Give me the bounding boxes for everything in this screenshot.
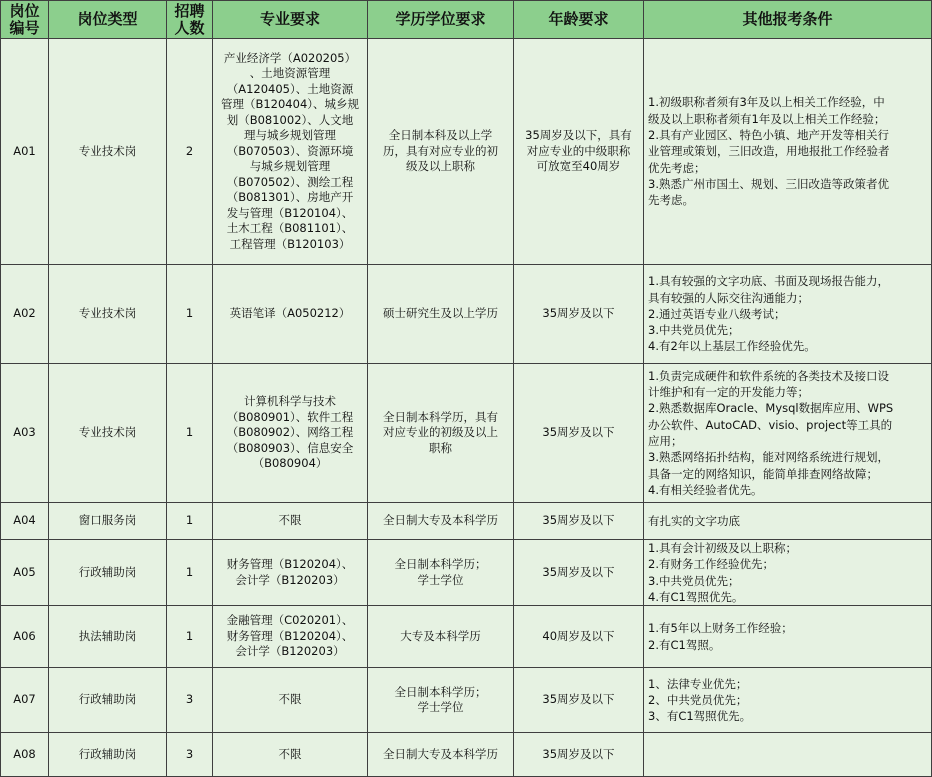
cell-major	[213, 540, 368, 606]
cell-other	[644, 606, 932, 668]
cell-code: A04	[1, 503, 49, 540]
major-line: 英语笔译（A050212）	[229, 306, 351, 321]
cell-degree	[368, 39, 514, 265]
header-type: 岗位类型	[49, 1, 167, 39]
degree-line: 全日制本科及以上学	[388, 128, 493, 143]
major-line: 管理（B120404）、城乡规	[220, 97, 360, 112]
major-line: 计算机科学与技术	[244, 394, 336, 409]
degree-line: 历，具有对应专业的初	[383, 143, 498, 158]
cell-count: 1	[167, 606, 213, 668]
major-line: 金融管理（C020201）、	[226, 613, 354, 628]
cell-degree	[368, 668, 514, 733]
cell-count: 2	[167, 39, 213, 265]
cell-major	[213, 364, 368, 503]
degree-line: 全日制本科学历；	[394, 557, 487, 572]
cell-other	[644, 540, 932, 606]
header-degree: 学历学位要求	[368, 1, 514, 39]
age-line: 对应专业的中级职称	[526, 143, 631, 158]
cell-age	[514, 540, 644, 606]
other-line: 1.有5年以上财务工作经验；	[648, 621, 793, 636]
other-line: 具备一定的网络知识，能简单排查网络故障；	[648, 466, 878, 481]
cell-count: 1	[167, 540, 213, 606]
cell-code: A07	[1, 668, 49, 733]
header-major: 专业要求	[213, 1, 368, 39]
other-line: 2.具有产业园区、特色小镇、地产开发等相关行	[648, 128, 889, 143]
cell-type: 专业技术岗	[49, 364, 167, 503]
table-row	[1, 606, 932, 668]
degree-line: 职称	[429, 440, 452, 455]
cell-other	[644, 733, 932, 777]
degree-line: 全日制大专及本科学历	[383, 513, 498, 528]
other-line: 2.通过英语专业八级考试；	[648, 306, 786, 321]
other-line: 2.有财务工作经验优先；	[648, 557, 774, 572]
other-line: 1.具有会计初级及以上职称；	[648, 541, 797, 555]
other-line: 2.熟悉数据库Oracle、Mysql数据库应用、WPS	[648, 401, 894, 416]
other-line: 办公软件、AutoCAD、visio、project等工具的	[648, 417, 893, 432]
cell-age	[514, 39, 644, 265]
degree-line: 对应专业的初级及以上	[383, 425, 498, 440]
major-line: （B080903）、信息安全	[226, 440, 354, 455]
cell-degree	[368, 606, 514, 668]
cell-type: 窗口服务岗	[49, 503, 167, 540]
major-line: 不限	[278, 692, 302, 707]
cell-code: A02	[1, 265, 49, 364]
age-line: 可放宽至40周岁	[536, 159, 621, 174]
other-line: 4.有相关经验者优先。	[648, 482, 763, 497]
header-code: 岗位 编号	[1, 1, 49, 39]
cell-other	[644, 39, 932, 265]
age-line: 35周岁及以下	[542, 513, 615, 528]
major-line: 发与管理（B120104）、	[226, 205, 354, 220]
cell-degree	[368, 364, 514, 503]
degree-line: 大专及本科学历	[400, 628, 481, 643]
cell-other	[644, 265, 932, 364]
cell-type: 执法辅助岗	[49, 606, 167, 668]
degree-line: 全日制大专及本科学历	[383, 746, 498, 761]
cell-type: 行政辅助岗	[49, 668, 167, 733]
other-line: 先考虑。	[648, 193, 694, 208]
table-row	[1, 364, 932, 503]
cell-degree	[368, 540, 514, 606]
other-line: 级及以上职称者须有1年及以上相关工作经验；	[648, 111, 886, 126]
cell-major	[213, 606, 368, 668]
other-line: 应用；	[648, 434, 683, 448]
major-line: （B070502）、测绘工程	[226, 174, 354, 189]
cell-age	[514, 364, 644, 503]
cell-count: 1	[167, 364, 213, 503]
cell-type: 专业技术岗	[49, 39, 167, 265]
cell-age	[514, 733, 644, 777]
header-count: 招聘 人数	[167, 1, 213, 39]
other-line: 2.有C1驾照。	[648, 637, 721, 652]
other-line: 计维护和有一定的开发能力等；	[648, 385, 809, 400]
table-row	[1, 668, 932, 733]
cell-other	[644, 364, 932, 503]
header-other: 其他报考条件	[644, 1, 932, 39]
other-line: 1.具有较强的文字功底、书面及现场报告能力，	[648, 274, 889, 289]
cell-code: A01	[1, 39, 49, 265]
major-line: 工程管理（B120103）	[229, 236, 351, 251]
cell-major	[213, 503, 368, 540]
other-line: 具有较强的人际交往沟通能力；	[648, 290, 809, 305]
degree-line: 全日制本科学历，具有	[383, 409, 498, 424]
age-line: 35周岁及以下，具有	[525, 128, 632, 143]
age-line: 35周岁及以下	[542, 564, 615, 579]
degree-line: 全日制本科学历；	[394, 684, 487, 699]
cell-count: 3	[167, 668, 213, 733]
cell-other	[644, 503, 932, 540]
degree-line: 级及以上职称	[406, 159, 475, 174]
other-line: 4.有2年以上基层工作经验优先。	[648, 339, 816, 354]
cell-code: A06	[1, 606, 49, 668]
cell-age	[514, 503, 644, 540]
other-line: 1.负责完成硬件和软件系统的各类技术及接口设	[648, 368, 889, 383]
table-row	[1, 540, 932, 606]
table-row	[1, 733, 932, 777]
other-line: 3、有C1驾照优先。	[648, 709, 752, 724]
cell-major	[213, 39, 368, 265]
other-line: 3.中共党员优先；	[648, 323, 740, 338]
major-line: 划（B081002）、人文地	[226, 112, 354, 127]
major-line: 产业经济学（A020205）	[223, 50, 357, 65]
major-line: （B070503）、资源环境	[226, 143, 354, 158]
cell-degree	[368, 265, 514, 364]
table-row	[1, 39, 932, 265]
other-line: 4.有C1驾照优先。	[648, 589, 744, 604]
major-line: 会计学（B120203）	[235, 572, 345, 587]
table-row	[1, 265, 932, 364]
major-line: 与城乡规划管理	[249, 159, 331, 174]
other-line: 3.熟悉网络拓扑结构，能对网络系统进行规划，	[648, 450, 889, 465]
other-line: 优先考虑；	[648, 160, 706, 175]
cell-code: A05	[1, 540, 49, 606]
cell-code: A08	[1, 733, 49, 777]
cell-major	[213, 733, 368, 777]
cell-major	[213, 265, 368, 364]
age-line: 35周岁及以下	[542, 425, 615, 440]
header-row	[1, 1, 932, 39]
age-line: 35周岁及以下	[542, 746, 615, 761]
cell-type: 专业技术岗	[49, 265, 167, 364]
cell-type: 行政辅助岗	[49, 733, 167, 777]
age-line: 35周岁及以下	[542, 692, 615, 707]
age-line: 35周岁及以下	[542, 306, 615, 321]
major-line: 、土地资源管理	[249, 66, 331, 81]
major-line: （B081301）、房地产开	[226, 190, 354, 205]
cell-count: 1	[167, 503, 213, 540]
age-line: 40周岁及以下	[542, 628, 615, 643]
cell-age	[514, 265, 644, 364]
other-line: 1、法律专业优先；	[648, 676, 748, 691]
cell-degree	[368, 503, 514, 540]
cell-code: A03	[1, 364, 49, 503]
other-line: 有扎实的文字功底	[648, 513, 740, 528]
cell-age	[514, 606, 644, 668]
major-line: 不限	[278, 746, 302, 761]
major-line: （B080904）	[252, 456, 328, 471]
cell-type: 行政辅助岗	[49, 540, 167, 606]
cell-other	[644, 668, 932, 733]
major-line: 财务管理（B120204）、	[226, 628, 354, 643]
major-line: （B080902）、网络工程	[226, 425, 354, 440]
cell-degree	[368, 733, 514, 777]
major-line: （B080901）、软件工程	[226, 409, 354, 424]
other-line: 1.初级职称者须有3年及以上相关工作经验，中	[648, 95, 885, 110]
table-row	[1, 503, 932, 540]
major-line: 不限	[278, 513, 302, 528]
cell-count: 1	[167, 265, 213, 364]
other-line: 业管理或策划，三旧改造，用地报批工作经验者	[648, 144, 890, 159]
degree-line: 学士学位	[417, 700, 464, 715]
other-line: 3.中共党员优先；	[648, 573, 740, 588]
major-line: 财务管理（B120204）、	[226, 557, 354, 572]
other-line: 2、中共党员优先；	[648, 693, 748, 708]
degree-line: 学士学位	[417, 572, 464, 587]
cell-major	[213, 668, 368, 733]
cell-age	[514, 668, 644, 733]
header-age: 年龄要求	[514, 1, 644, 39]
major-line: 会计学（B120203）	[235, 644, 345, 659]
major-line: 土木工程（B081101）、	[226, 221, 354, 236]
cell-count: 3	[167, 733, 213, 777]
degree-line: 硕士研究生及以上学历	[383, 306, 498, 321]
major-line: （A120405）、土地资源	[226, 81, 354, 96]
major-line: 理与城乡规划管理	[244, 128, 336, 143]
other-line: 3.熟悉广州市国土、规划、三旧改造等政策者优	[648, 176, 889, 191]
